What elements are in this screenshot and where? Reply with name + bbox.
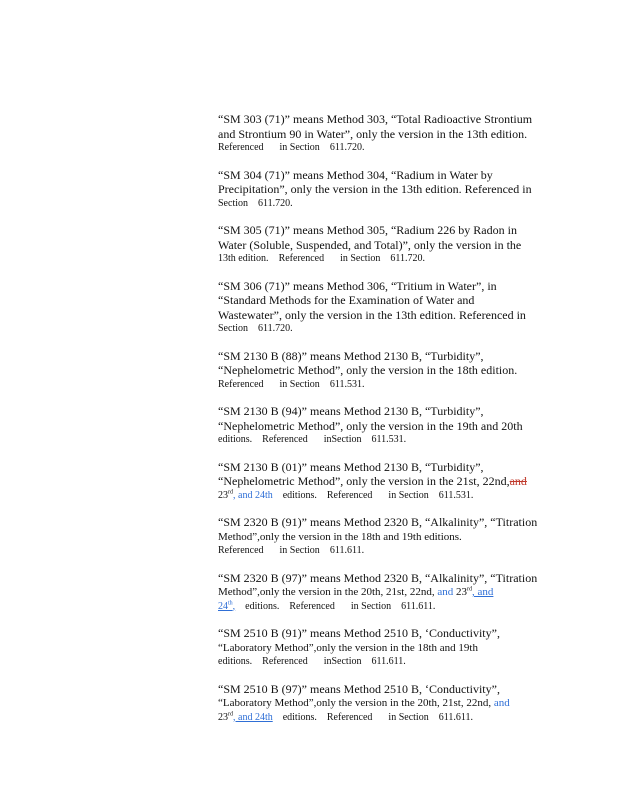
definition-text: Method”,only the version in the 20th, 21st, 22nd, (218, 586, 435, 598)
definition-line: Method”,only the version in the 18th and 19th editions. (218, 530, 462, 543)
definition-line: “SM 306 (71)” means Method 306, “Tritium in Water”, in (218, 278, 497, 293)
ordinal-suffix: th (228, 600, 233, 607)
reference-section: inSection (323, 656, 362, 667)
reference-line (218, 489, 548, 504)
reference-line (218, 433, 548, 448)
reference-number: 611.611. (401, 600, 436, 612)
reference-line (218, 378, 548, 393)
definition-line: “SM 304 (71)” means Method 304, “Radium in Water by (218, 167, 493, 182)
reference-number: 611.531. (371, 434, 407, 445)
edition-text: editions. (282, 711, 317, 723)
definition-sm-303 (218, 112, 548, 156)
reference-section: in Section (279, 545, 320, 556)
definition-sm-304 (218, 168, 548, 212)
definition-line: “SM 2320 B (97)” means Method 2320 B, “Alkalinity”, “Titration (218, 570, 538, 585)
reference-label: Referenced (218, 142, 264, 153)
edition-number: 23 (218, 711, 228, 723)
definition-line (218, 696, 548, 711)
definition-line: Precipitation”, only the version in the 13th edition. Referenced in (218, 182, 532, 196)
inserted-text: , and (472, 586, 494, 598)
reference-line (218, 655, 548, 670)
edition-text: editions. (282, 489, 317, 501)
definition-sm-2130b-01 (218, 460, 548, 504)
definition-line: “Standard Methods for the Examination of Water and (218, 293, 475, 307)
reference-section: in Section (350, 600, 392, 612)
edition-text: 13th edition. (218, 253, 269, 264)
reference-section: inSection (323, 434, 362, 445)
reference-number: 611.531. (329, 378, 365, 390)
reference-number: 611.531. (438, 489, 474, 501)
definition-line: Water (Soluble, Suspended, and Total)”, only the version in the (218, 237, 522, 252)
reference-number: 611.611. (371, 656, 406, 667)
edition-text: editions. (218, 656, 253, 667)
reference-line (218, 197, 548, 212)
reference-label: Referenced (218, 545, 264, 556)
reference-label: Referenced (289, 600, 335, 612)
reference-line (218, 252, 548, 267)
deleted-text: and (509, 474, 527, 488)
inserted-text (218, 601, 235, 612)
inserted-comma: , (232, 600, 236, 612)
reference-label: Referenced (278, 253, 325, 264)
reference-line (218, 544, 548, 559)
inserted-text: , and 24th (233, 489, 273, 501)
reference-section: Section (218, 323, 248, 334)
inserted-text: and (437, 586, 454, 598)
definition-line (218, 474, 548, 489)
definition-text: “Laboratory Method”,only the version in the 20th, 21st, 22nd, (218, 697, 492, 709)
definition-sm-2320b-91 (218, 515, 548, 559)
reference-section: in Section (279, 142, 320, 153)
definition-line: “SM 2130 B (88)” means Method 2130 B, “Turbidity”, (218, 348, 484, 363)
definition-line: “SM 2510 B (91)” means Method 2510 B, ‘Conductivity”, (218, 626, 500, 640)
definition-line: “SM 2510 B (97)” means Method 2510 B, ‘Conductivity”, (218, 681, 500, 696)
definitions-list (218, 112, 548, 737)
definition-line: “SM 305 (71)” means Method 305, “Radium 226 by Radon in (218, 223, 517, 237)
definition-sm-305 (218, 223, 548, 267)
edition-text: editions. (218, 434, 253, 445)
definition-text: “Nephelometric Method”, only the version in the 21st, 22nd, (218, 474, 510, 488)
ordinal-suffix: rd (228, 711, 233, 718)
definition-line: “SM 303 (71)” means Method 303, “Total Radioactive Strontium (218, 112, 533, 126)
reference-label: Referenced (218, 378, 264, 390)
reference-number: 611.720. (329, 142, 365, 153)
reference-number: 611.720. (258, 323, 293, 334)
definition-sm-306 (218, 279, 548, 337)
reference-number: 611.611. (438, 711, 473, 723)
definition-line: “Laboratory Method”,only the version in the 18th and 19th (218, 641, 478, 654)
reference-line (218, 600, 548, 615)
reference-line (218, 141, 548, 156)
reference-label: Referenced (262, 434, 308, 445)
definition-sm-2510b-97 (218, 682, 548, 726)
reference-section: in Section (279, 378, 320, 390)
reference-label: Referenced (326, 489, 373, 501)
definition-sm-2130b-94 (218, 404, 548, 448)
inserted-text: , and 24th (233, 711, 273, 723)
inserted-text: and (493, 697, 510, 709)
definition-line: “Nephelometric Method”, only the version in the 18th edition. (218, 363, 518, 377)
reference-line (218, 711, 548, 726)
edition-number: 24 (218, 600, 228, 612)
reference-number: 611.720. (258, 197, 293, 209)
reference-line (218, 322, 548, 337)
definition-sm-2130b-88 (218, 349, 548, 393)
reference-section: in Section (388, 711, 429, 723)
ordinal-suffix: rd (467, 586, 473, 593)
edition-text: editions. (245, 600, 280, 612)
definition-line: and Strontium 90 in Water”, only the version in the 13th edition. (218, 126, 528, 141)
definition-line: “SM 2130 B (94)” means Method 2130 B, “Turbidity”, (218, 404, 484, 418)
edition-number: 23 (456, 586, 468, 598)
definition-sm-2510b-91 (218, 626, 548, 670)
reference-label: Referenced (262, 656, 308, 667)
reference-label: Referenced (326, 711, 373, 723)
definition-line: “SM 2320 B (91)” means Method 2320 B, “Alkalinity”, “Titration (218, 515, 538, 529)
reference-section: in Section (340, 253, 381, 264)
reference-number: 611.720. (390, 253, 426, 264)
reference-section: Section (218, 197, 248, 209)
definition-line: “Nephelometric Method”, only the version in the 19th and 20th (218, 418, 523, 433)
definition-line: Wastewater”, only the version in the 13th edition. Referenced in (218, 307, 526, 322)
definition-line (218, 585, 548, 600)
reference-section: in Section (388, 489, 429, 501)
edition-number: 23 (218, 489, 228, 501)
definition-sm-2320b-97 (218, 571, 548, 615)
ordinal-suffix: rd (228, 489, 233, 496)
reference-number: 611.611. (329, 545, 365, 556)
definition-line: “SM 2130 B (01)” means Method 2130 B, “Turbidity”, (218, 459, 484, 474)
